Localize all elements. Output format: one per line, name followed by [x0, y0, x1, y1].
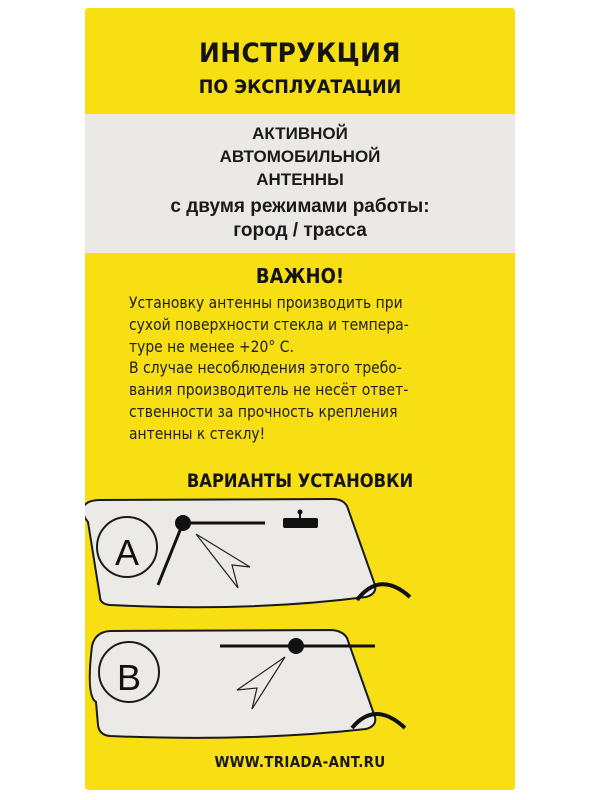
product-line-2: АВТОМОБИЛЬНОЙ: [219, 147, 381, 166]
important-line: сухой поверхности стекла и темпера-: [129, 314, 409, 334]
instruction-card: [85, 8, 515, 790]
modes-line: с двумя режимами работы:: [170, 196, 430, 217]
installation-diagrams: [85, 8, 515, 790]
product-line-1: АКТИВНОЙ: [252, 124, 348, 143]
variants-heading: ВАРИАНТЫ УСТАНОВКИ: [186, 470, 414, 492]
website-url: WWW.TRIADA-ANT.RU: [214, 753, 386, 771]
important-line: туре не менее +20° С.: [129, 336, 294, 356]
important-line: вания производитель не несёт ответ-: [129, 380, 409, 400]
important-line: антенны к стеклу!: [129, 423, 266, 443]
important-line: В случае несоблюдения этого требо-: [129, 358, 402, 378]
product-line-3: АНТЕННЫ: [256, 170, 344, 189]
important-line: Установку антенны производить при: [129, 293, 403, 312]
important-heading: ВАЖНО!: [255, 264, 345, 288]
variant-a-label: A: [114, 532, 140, 573]
variant-b-label: B: [116, 657, 142, 698]
subtitle: ПО ЭКСПЛУАТАЦИИ: [198, 76, 402, 98]
title: ИНСТРУКЦИЯ: [199, 38, 401, 69]
important-line: ственности за прочность крепления: [129, 401, 398, 421]
modes: город / трасса: [233, 220, 367, 241]
